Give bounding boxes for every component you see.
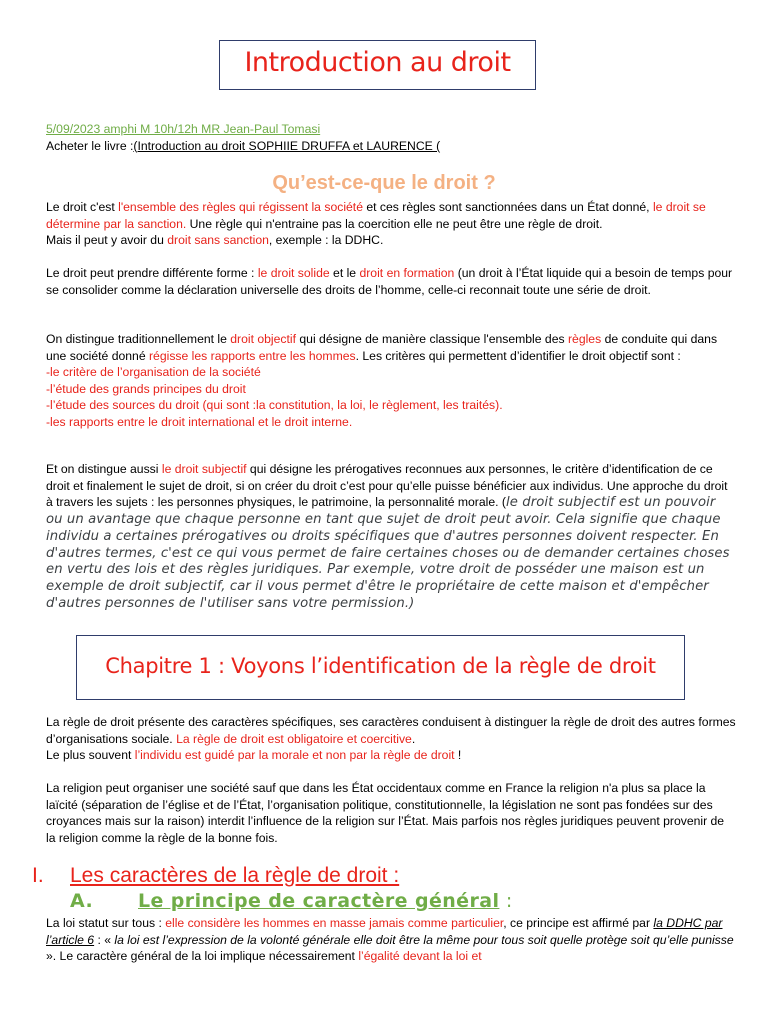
- paragraph-rule-characters: [46, 714, 736, 764]
- highlight-run: règles: [567, 332, 602, 346]
- highlight-run: le droit solide: [257, 266, 330, 280]
- heading-colon: :: [499, 890, 513, 912]
- chapter-title: Chapitre 1 : Voyons l’identification de la règle de droit: [105, 654, 656, 678]
- date-line: 5/09/2023 amphi M 10h/12h MR Jean-Paul Tomasi: [46, 122, 321, 136]
- text-run: qui désigne les prérogatives reconnues aux personnes, le critère d’identification de ce droit et finalement le sujet de droit, si on créer du droit c’est pour qu’elle puisse bénéficier aux individus. Une approche du droit à travers les sujets : les personnes physiques, le patrimoine, la personnalité morale. (: [46, 462, 728, 510]
- text-run: de conduite qui dans une société donné: [46, 332, 718, 363]
- book-line: [46, 138, 736, 155]
- text-run: La règle de droit présente des caractères spécifiques, ses caractères conduisent à distinguer la règle de droit des autres formes d’organisations sociale.: [46, 715, 736, 746]
- highlight-run: régisse les rapports entre les hommes: [149, 348, 356, 363]
- text-run: !: [454, 748, 462, 763]
- article-reference: la DDHC par l’article 6: [46, 916, 723, 947]
- title-box: [219, 40, 536, 90]
- section-question: Qu’est-ce-que le droit ?: [272, 172, 496, 194]
- text-run: (un droit à l’État liquide qui a besoin de temps pour se consolider comme la déclaration universelle des droits de l’homme, celle-ci reconnait toute une série de droit.: [46, 266, 733, 297]
- list-item: -l’étude des sources du droit (qui sont :la constitution, la loi, le règlement, les traités).: [46, 398, 503, 413]
- text-run: La loi statut sur tous :: [46, 916, 166, 930]
- highlight-run: le droit se détermine par la sanction.: [46, 200, 706, 231]
- list-item: -le critère de l’organisation de la société: [46, 365, 261, 380]
- highlight-run: droit objectif: [230, 332, 296, 346]
- text-run: . Les critères qui permettent d’identifier le droit objectif sont :: [355, 348, 681, 363]
- text-run: , ce principe est affirmé par: [503, 916, 654, 930]
- heading-number: A.: [70, 890, 94, 912]
- list-item: -l’étude des grands principes du droit: [46, 381, 246, 396]
- text-run: On distingue traditionnellement le: [46, 332, 231, 346]
- highlight-run: le droit subjectif: [161, 462, 247, 476]
- highlight-run: La règle de droit est obligatoire et coercitive: [176, 731, 412, 746]
- text-run: La religion peut organiser une société sauf que dans les État occidentaux comme en France la religion n'a plus sa place la laïcité (séparation de l’église et de l’État, l’organisation politique, constitutionnelle, la législation ne sont pas fondées sur des croyances mais sur la raison) interdit l’influence de la religion sur l’État. Mais parfois nos règles juridiques peuvent provenir de la religion comme la règle de la bonne fois.: [46, 781, 725, 845]
- page-title: Introduction au droit: [244, 47, 511, 78]
- chapter-box: [76, 635, 685, 700]
- quoted-definition: le droit subjectif est un pouvoir ou un avantage que chaque personne en tant que sujet de droit peut avoir. Cela signifie que chaque individu a certaines prérogatives ou droits spécifiques que d'autres personnes doivent respecter. En d'autres termes, c'est ce qui vous permet de faire certaines choses ou de demander certaines choses en vertu des lois et des règles juridiques. Par exemple, votre droit de posséder une maison est un exemple de droit subjectif, car il vous permet d'être le propriétaire de cette maison et d'empêcher d'autres personnes de l'utiliser sans votre permission.): [46, 495, 730, 611]
- text-run: , exemple : la DDHC.: [268, 233, 384, 248]
- paragraph-subjective-law: [46, 461, 736, 612]
- text-run: Mais il peut y avoir du: [46, 233, 168, 248]
- heading-number: I.: [32, 864, 44, 887]
- highlight-run: l’égalité devant la loi et: [358, 949, 482, 964]
- text-run: Le droit peut prendre différente forme :: [46, 266, 258, 280]
- list-item: -les rapports entre le droit international et le droit interne.: [46, 414, 353, 429]
- highlight-run: droit sans sanction: [167, 233, 269, 248]
- article-quote: la loi est l’expression de la volonté générale elle doit être la même pour tous soit quelle protège soit qu’elle punisse: [114, 932, 734, 947]
- paragraph-definition: [46, 199, 736, 249]
- heading-text: Les caractères de la règle de droit :: [70, 864, 400, 887]
- text-run: Une règle qui n'entraine pas la coercition elle ne peut être une règle de droit.: [186, 216, 603, 231]
- book-prefix: Acheter le livre :: [46, 138, 134, 153]
- text-run: .: [411, 731, 416, 746]
- paragraph-religion: [46, 780, 736, 846]
- text-run: Le droit c'est: [46, 200, 119, 214]
- paragraph-general-principle: [46, 915, 736, 965]
- course-info: [46, 121, 736, 154]
- highlight-run: elle considère les hommes en masse jamais comme particulier: [165, 916, 504, 930]
- heading-level-2: [70, 890, 513, 912]
- text-run: et le: [329, 266, 360, 280]
- heading-text: Le principe de caractère général: [138, 890, 500, 912]
- paragraph-objective-law: [46, 331, 736, 431]
- text-run: et ces règles sont sanctionnées dans un État donné,: [362, 200, 653, 214]
- text-run: : «: [94, 932, 115, 947]
- highlight-run: l'ensemble des règles qui régissent la société: [118, 200, 363, 214]
- highlight-run: droit en formation: [359, 266, 455, 280]
- book-title: (Introduction au droit SOPHIIE DRUFFA et LAURENCE (: [133, 138, 441, 153]
- paragraph-forms: [46, 265, 736, 298]
- heading-level-1: [32, 864, 399, 888]
- highlight-run: l’individu est guidé par la morale et non par la règle de droit: [134, 748, 455, 763]
- text-run: ». Le caractère général de la loi implique nécessairement: [46, 949, 359, 964]
- text-run: Le plus souvent: [46, 748, 135, 763]
- text-run: qui désigne de manière classique l'ensemble des: [296, 332, 568, 346]
- text-run: Et on distingue aussi: [46, 462, 162, 476]
